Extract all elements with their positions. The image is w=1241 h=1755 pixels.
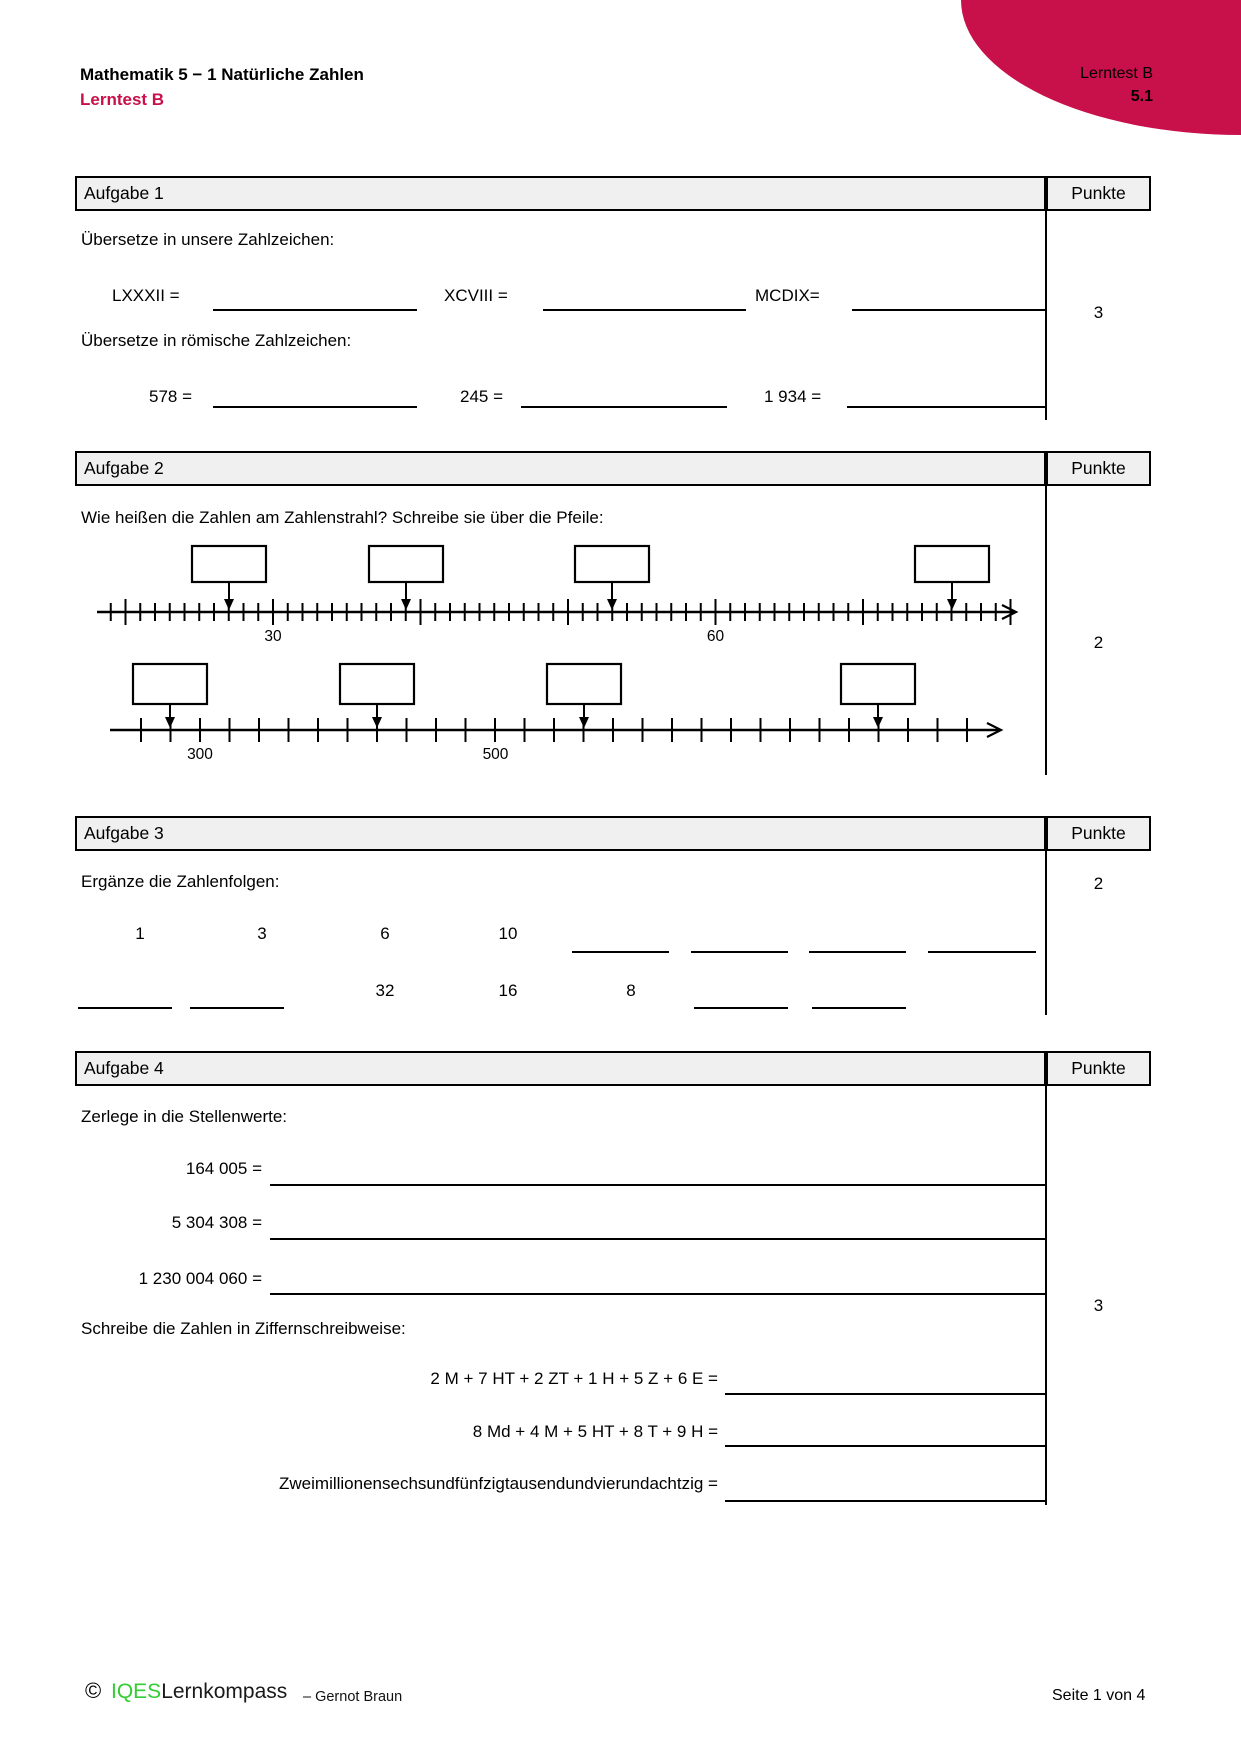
task1-instruction-1: Übersetze in unsere Zahlzeichen: bbox=[81, 230, 335, 249]
sequence-number: 8 bbox=[626, 981, 636, 1000]
sequence-blank bbox=[691, 951, 788, 953]
arabic-item-label: 245 = bbox=[460, 387, 504, 406]
task3-instruction: Ergänze die Zahlenfolgen: bbox=[81, 872, 280, 891]
down-arrowhead bbox=[165, 717, 175, 728]
task1-points-value: 3 bbox=[1093, 303, 1104, 322]
down-arrowhead bbox=[579, 717, 589, 728]
iqes-logo-green: IQES bbox=[111, 1680, 162, 1703]
task3-header-bar bbox=[75, 816, 1046, 851]
decompose-label: 5 304 308 = bbox=[171, 1213, 262, 1232]
answer-blank bbox=[852, 309, 1046, 311]
answer-blank bbox=[213, 406, 417, 408]
sequence-blank bbox=[809, 951, 906, 953]
answer-box bbox=[547, 664, 621, 704]
task1-instruction-2: Übersetze in römische Zahlzeichen: bbox=[81, 331, 352, 350]
arabic-item-label: 1 934 = bbox=[764, 387, 822, 406]
points-label: Punkte bbox=[1071, 183, 1126, 203]
badge-chapter-number: 5.1 bbox=[1130, 88, 1153, 105]
tick-label: 500 bbox=[482, 746, 509, 763]
tick-label: 60 bbox=[706, 628, 725, 645]
answer-box bbox=[340, 664, 414, 704]
task3-points-value: 2 bbox=[1093, 874, 1104, 893]
points-label: Punkte bbox=[1071, 823, 1126, 843]
down-arrowhead bbox=[372, 717, 382, 728]
task4-instruction-2: Schreibe die Zahlen in Ziffernschreibweise: bbox=[81, 1319, 406, 1338]
badge-test-name: Lerntest B bbox=[1080, 65, 1153, 82]
answer-box bbox=[915, 546, 989, 582]
answer-blank bbox=[847, 406, 1046, 408]
sequence-blank bbox=[190, 1007, 284, 1009]
sequence-blank bbox=[694, 1007, 788, 1009]
down-arrowhead bbox=[873, 717, 883, 728]
answer-blank bbox=[543, 309, 746, 311]
badge-text bbox=[1080, 62, 1153, 108]
number-line-svg bbox=[75, 535, 1046, 650]
sequence-number: 6 bbox=[380, 924, 390, 943]
iqes-logo bbox=[111, 1680, 287, 1704]
task3-points-bar bbox=[1046, 816, 1151, 851]
footer-author: – Gernot Braun bbox=[303, 1689, 403, 1705]
answer-box bbox=[133, 664, 207, 704]
sequence-blank bbox=[928, 951, 1036, 953]
task1-header-bar bbox=[75, 176, 1046, 211]
task4-points-bar bbox=[1046, 1051, 1151, 1086]
compose-label: Zweimillionensechsundfünfzigtausendundvierundachtzig = bbox=[279, 1474, 718, 1493]
copyright-icon: © bbox=[85, 1678, 102, 1703]
task1-points-bar bbox=[1046, 176, 1151, 211]
answer-blank bbox=[725, 1445, 1046, 1447]
task2-header-bar bbox=[75, 451, 1046, 486]
answer-blank bbox=[521, 406, 727, 408]
iqes-logo-black: Lernkompass bbox=[161, 1680, 288, 1703]
sequence-number: 1 bbox=[135, 924, 145, 943]
sequence-number: 16 bbox=[498, 981, 518, 1000]
tick-label: 30 bbox=[264, 628, 282, 645]
roman-item-label: MCDIX= bbox=[755, 286, 820, 305]
answer-blank bbox=[725, 1393, 1046, 1395]
points-label: Punkte bbox=[1071, 458, 1126, 478]
sequence-number: 3 bbox=[257, 924, 267, 943]
task4-points-value: 3 bbox=[1093, 1296, 1104, 1315]
answer-blank bbox=[270, 1293, 1046, 1295]
answer-blank bbox=[725, 1500, 1046, 1502]
arabic-item-label: 578 = bbox=[149, 387, 193, 406]
roman-item-label: XCVIII = bbox=[444, 286, 508, 305]
task1-title: Aufgabe 1 bbox=[84, 183, 164, 203]
tick-label: 300 bbox=[187, 746, 213, 763]
test-subtitle: Lerntest B bbox=[80, 90, 165, 109]
down-arrowhead bbox=[607, 599, 617, 610]
number-line-2 bbox=[75, 655, 1046, 770]
task3-title: Aufgabe 3 bbox=[84, 823, 164, 843]
down-arrowhead bbox=[401, 599, 411, 610]
decompose-label: 164 005 = bbox=[185, 1159, 262, 1178]
answer-box bbox=[575, 546, 649, 582]
task4-instruction-1: Zerlege in die Stellenwerte: bbox=[81, 1107, 288, 1126]
answer-box bbox=[192, 546, 266, 582]
roman-item-label: LXXXII = bbox=[112, 286, 180, 305]
points-label: Punkte bbox=[1071, 1058, 1126, 1078]
task2-points-bar bbox=[1046, 451, 1151, 486]
footer-page-info: Seite 1 von 4 bbox=[1052, 1687, 1146, 1704]
answer-box bbox=[841, 664, 915, 704]
sequence-blank bbox=[812, 1007, 906, 1009]
down-arrowhead bbox=[947, 599, 957, 610]
sequence-blank bbox=[78, 1007, 172, 1009]
answer-blank bbox=[270, 1184, 1046, 1186]
answer-blank bbox=[213, 309, 417, 311]
task2-instruction: Wie heißen die Zahlen am Zahlenstrahl? Schreibe sie über die Pfeile: bbox=[81, 508, 604, 527]
sequence-number: 10 bbox=[498, 924, 518, 943]
compose-label: 2 M + 7 HT + 2 ZT + 1 H + 5 Z + 6 E = bbox=[430, 1369, 718, 1388]
task4-title: Aufgabe 4 bbox=[84, 1058, 164, 1078]
task2-title: Aufgabe 2 bbox=[84, 458, 164, 478]
decompose-label: 1 230 004 060 = bbox=[138, 1269, 262, 1288]
sequence-number: 32 bbox=[375, 981, 395, 1000]
number-line-svg bbox=[75, 655, 1046, 770]
number-line-1 bbox=[75, 535, 1046, 650]
answer-box bbox=[369, 546, 443, 582]
task4-header-bar bbox=[75, 1051, 1046, 1086]
course-title: Mathematik 5 − 1 Natürliche Zahlen bbox=[80, 65, 364, 84]
down-arrowhead bbox=[224, 599, 234, 610]
sequence-blank bbox=[572, 951, 669, 953]
task2-points-value: 2 bbox=[1093, 633, 1104, 652]
compose-label: 8 Md + 4 M + 5 HT + 8 T + 9 H = bbox=[472, 1422, 718, 1441]
answer-blank bbox=[270, 1238, 1046, 1240]
